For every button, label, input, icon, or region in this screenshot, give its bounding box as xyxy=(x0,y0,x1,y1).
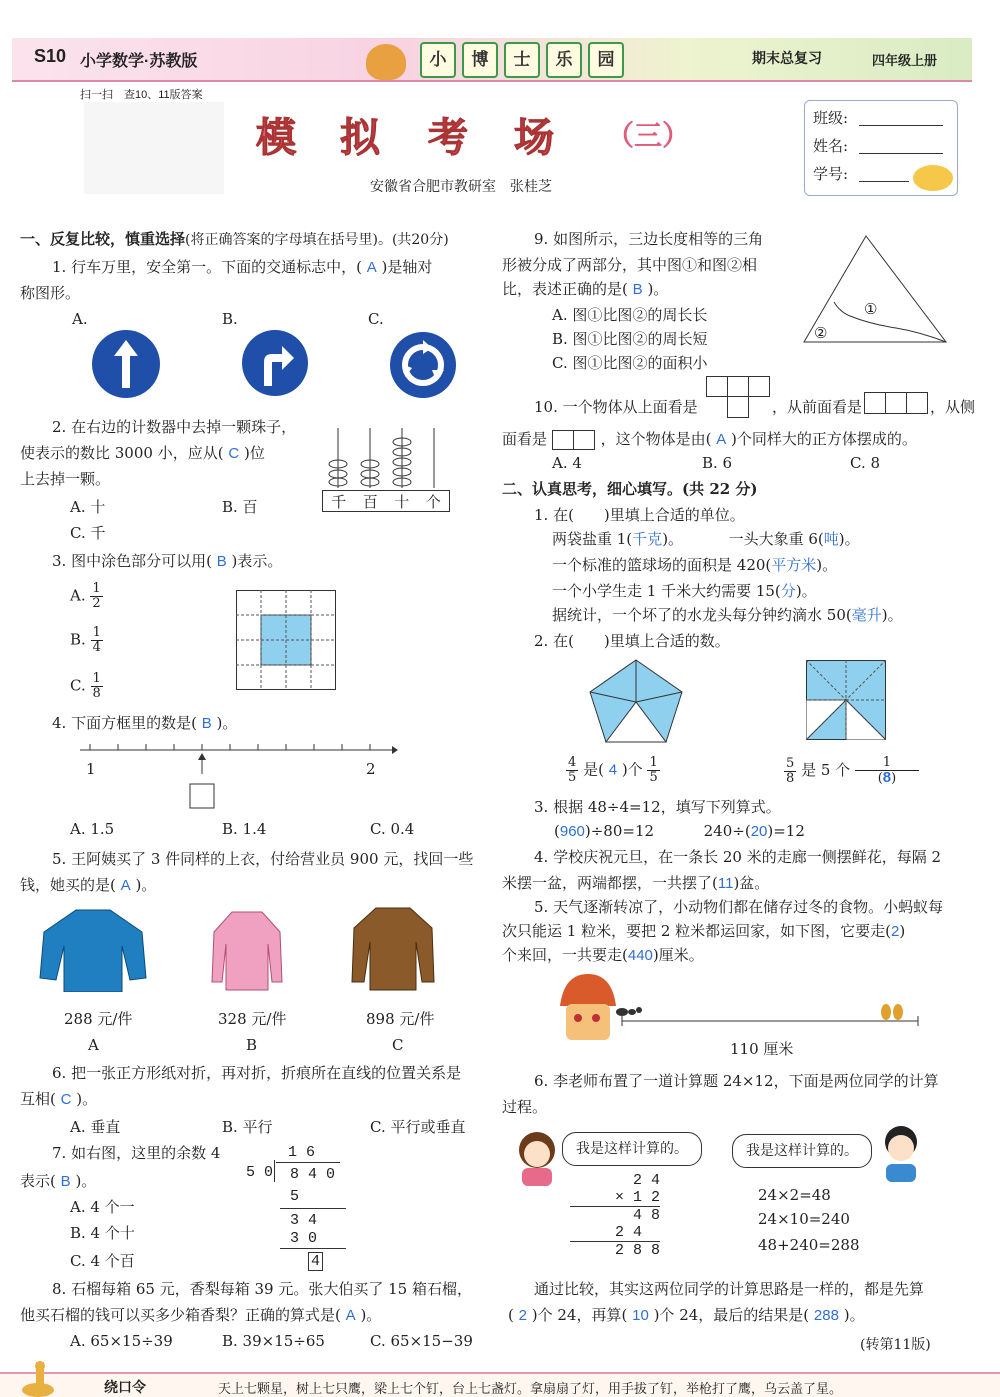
number-line xyxy=(76,740,398,812)
title-char: 场 xyxy=(514,114,556,161)
q5-text: )。 xyxy=(135,876,157,894)
abacus-labels xyxy=(322,490,450,512)
series-badge: 博 xyxy=(462,42,498,78)
q10-answer[interactable]: A xyxy=(716,431,727,448)
f1-answer[interactable]: 千克 xyxy=(632,531,663,548)
f6-text: ( xyxy=(508,1306,514,1324)
f1-text: 据统计，一个坏了的水龙头每分钟约滴水 50( xyxy=(552,606,852,624)
f1-answer[interactable]: 吨 xyxy=(823,531,839,548)
fraction: $\frac{1}{(8)}$ xyxy=(855,756,919,786)
q9-text: 比，表述正确的是( xyxy=(502,280,628,298)
q9-answer[interactable]: B xyxy=(632,281,643,298)
price-label: 328 元/件 xyxy=(218,1010,287,1028)
q2-text: 2. 在右边的计数器中去掉一颗珠子， xyxy=(52,418,297,436)
scan-text: 扫一扫 查10、11版答案 xyxy=(80,89,203,101)
f5-text: ) xyxy=(899,922,906,940)
q3-option: B. xyxy=(70,630,86,649)
q8-text: 他买石榴的钱可以买多少箱香梨？正确的算式是( xyxy=(20,1306,341,1324)
q10-option: A. 4 xyxy=(552,454,582,472)
fraction: $\frac{4}{5}$ xyxy=(568,755,577,785)
mascot-icon xyxy=(366,44,406,80)
q2-text: )位 xyxy=(243,444,265,462)
q1-text: )是轴对 xyxy=(381,258,433,276)
f6-answer[interactable]: 10 xyxy=(632,1307,649,1324)
f1-answer[interactable]: 毫升 xyxy=(851,607,882,624)
id-field[interactable] xyxy=(859,181,909,182)
q10-option: C. 8 xyxy=(850,454,881,472)
f5-answer[interactable]: 440 xyxy=(627,947,653,964)
q9-option: B. 图①比图②的周长短 xyxy=(552,330,708,348)
f5-text: 个来回，一共要走( xyxy=(502,946,628,964)
f2-answer[interactable]: 8 xyxy=(882,769,892,786)
f1-text: )。 xyxy=(838,530,860,548)
title-char: 模 xyxy=(256,114,298,161)
name-field[interactable] xyxy=(859,153,943,154)
q10-text: ，这个物体是由( xyxy=(600,430,712,448)
q2-text: 上去掉一颗。 xyxy=(20,470,111,488)
q2-answer[interactable]: C xyxy=(228,445,240,462)
mushroom-house-icon xyxy=(556,972,620,1042)
subject-label: 小学数学·苏教版 xyxy=(80,53,198,70)
divided-square-diagram xyxy=(806,660,886,740)
abacus-label: 十 xyxy=(394,493,410,511)
q8-option: B. 39×15÷65 xyxy=(222,1332,325,1350)
q8-text: )。 xyxy=(360,1306,382,1324)
q10-text: 面看是 xyxy=(502,430,548,448)
distance-label: 110 厘米 xyxy=(730,1040,794,1058)
f2-text: )个 xyxy=(621,760,643,779)
q5-answer[interactable]: A xyxy=(120,877,131,894)
front-view-icon xyxy=(864,392,928,414)
boy-avatar xyxy=(878,1122,924,1182)
f6-text: )。 xyxy=(843,1306,865,1324)
continue-note: (转第11版) xyxy=(860,1337,931,1353)
f5-text: 5. 天气逐渐转凉了，小动物们都在储存过冬的食物。小蚂蚁每 xyxy=(534,898,944,916)
abacus-label: 个 xyxy=(425,493,441,511)
q9-option: A. 图①比图②的周长长 xyxy=(552,306,708,324)
cartoon-icon xyxy=(913,165,953,191)
q7-text: )。 xyxy=(75,1172,97,1190)
f3-answer[interactable]: 20 xyxy=(750,823,768,840)
q4-option: C. 0.4 xyxy=(370,820,415,838)
f4-text: 4. 学校庆祝元旦，在一条长 20 米的走廊一侧摆鲜花，每隔 2 xyxy=(534,848,942,866)
fraction: $\frac{1}{4}$ xyxy=(92,625,101,655)
q1-text: 1. 行车万里，安全第一。下面的交通标志中，( xyxy=(52,258,362,276)
q6-option: A. 垂直 xyxy=(70,1118,121,1136)
q1-option: A. xyxy=(72,310,88,328)
f1-answer[interactable]: 平方米 xyxy=(771,557,817,574)
q9-text: 形被分成了两部分，其中图①和图②相 xyxy=(502,256,758,274)
blue-cardigan-icon xyxy=(38,906,148,992)
q7-answer[interactable]: B xyxy=(60,1173,71,1190)
q8-answer[interactable]: A xyxy=(345,1307,356,1324)
title-char: 考 xyxy=(428,114,470,161)
q8-option: A. 65×15÷39 xyxy=(70,1332,173,1350)
f2-answer[interactable]: 4 xyxy=(608,761,618,779)
q6-option: B. 平行 xyxy=(222,1118,273,1136)
f1-text: )。 xyxy=(662,530,684,548)
f6-text: 通过比较，其实这两位同学的计算思路是一样的，都是先算 xyxy=(534,1280,925,1298)
speech-bubble: 我是这样计算的。 xyxy=(732,1134,872,1168)
section1-note: (将正确答案的字母填在括号里)。(共20分) xyxy=(185,232,449,248)
fraction: $\frac{1}{5}$ xyxy=(649,755,658,785)
q2-option: B. 百 xyxy=(222,498,258,516)
f6-text: )个 24，最后的结果是( xyxy=(653,1306,810,1324)
f4-text: )盆。 xyxy=(733,874,770,892)
q9-option: C. 图①比图②的面积小 xyxy=(552,354,708,372)
q10-text: ，从侧 xyxy=(930,398,976,416)
price-label: 898 元/件 xyxy=(366,1010,435,1028)
id-label: 学号: xyxy=(813,165,849,183)
f1-text: 两袋盐重 1( xyxy=(552,530,633,548)
q3-option: C. xyxy=(70,676,86,695)
arrow-up-sign-icon xyxy=(90,328,162,400)
q3-text: )表示。 xyxy=(231,552,283,570)
pentagon-diagram xyxy=(588,658,684,744)
series-badge: 园 xyxy=(588,42,624,78)
f6-text: 过程。 xyxy=(502,1098,548,1116)
info-box xyxy=(804,100,958,196)
side-view-icon xyxy=(552,430,596,450)
rice-grain-icon xyxy=(878,1002,908,1022)
calc-step: 24×2=48 xyxy=(758,1186,831,1204)
q6-text: 6. 把一张正方形纸对折，再对折，折痕所在直线的位置关系是 xyxy=(52,1064,462,1082)
f5-answer[interactable]: 2 xyxy=(891,923,900,940)
top-view-icon xyxy=(706,376,770,418)
q10-text: )个同样大的正方体摆成的。 xyxy=(731,430,917,448)
calc-step: 24×10=240 xyxy=(758,1210,850,1228)
q7-text: 表示( xyxy=(20,1172,56,1190)
q4-answer[interactable]: B xyxy=(201,715,212,732)
section1-heading: 一、反复比较，慎重选择 xyxy=(20,230,186,248)
f6-text: 6. 李老师布置了一道计算题 24×12，下面是两位同学的计算 xyxy=(534,1072,939,1090)
item-letter: B xyxy=(246,1036,258,1054)
q3-text: 3. 图中涂色部分可以用( xyxy=(52,552,212,570)
long-division: 1 6 5 0 8 4 0 5 3 4 3 0 4 xyxy=(240,1142,360,1272)
f1-text: )。 xyxy=(795,582,817,600)
q4-option: B. 1.4 xyxy=(222,820,267,838)
q9-text: 9. 如图所示，三边长度相等的三角 xyxy=(534,230,764,248)
region-label: ② xyxy=(814,324,828,342)
giraffe-icon xyxy=(18,1360,58,1397)
q7-option: A. 4 个一 xyxy=(70,1198,135,1216)
q7-option: B. 4 个十 xyxy=(70,1224,135,1242)
f4-text: 米摆一盆，两端都摆，一共摆了( xyxy=(502,874,718,892)
q5-text: 钱，她买的是( xyxy=(20,876,116,894)
fraction: $\frac{1}{8}$ xyxy=(92,671,101,701)
q2-text: 使表示的数比 3000 小，应从( xyxy=(20,444,224,462)
f3-text: )=12 xyxy=(767,822,805,840)
brown-sweater-icon xyxy=(350,906,436,992)
f6-text: )个 24，再算( xyxy=(531,1306,628,1324)
series-badge: 小 xyxy=(420,42,456,78)
f4-answer[interactable]: 11 xyxy=(717,875,734,892)
f2-text: 是 5 个 xyxy=(801,761,851,779)
q1-answer[interactable]: A xyxy=(366,259,377,276)
f3-title: 3. 根据 48÷4=12，填写下列算式。 xyxy=(534,798,781,816)
q1-text: 称图形。 xyxy=(20,284,81,302)
f2-text: 是( xyxy=(583,760,604,779)
shaded-square-diagram xyxy=(236,590,336,690)
q4-text: 4. 下面方框里的数是( xyxy=(52,714,197,732)
price-label: 288 元/件 xyxy=(64,1010,133,1028)
f1-title: 1. 在( )里填上合适的单位。 xyxy=(534,506,745,524)
section2-heading: 二、认真思考，细心填写。(共 22 分) xyxy=(502,480,758,498)
calc-step: 48+240=288 xyxy=(758,1236,860,1254)
vertical-multiplication: 2 4 × 1 2 4 8 2 4 2 8 8 xyxy=(570,1172,660,1259)
fraction: $\frac{5}{8}$ xyxy=(786,755,795,786)
page-code: S10 xyxy=(34,46,67,66)
f6-answer[interactable]: 288 xyxy=(813,1307,839,1324)
review-label: 期末总复习 xyxy=(752,51,822,67)
title-suffix: （三） xyxy=(606,119,691,152)
q5-text: 5. 王阿姨买了 3 件同样的上衣，付给营业员 900 元，找回一些 xyxy=(52,850,474,868)
q4-option: A. 1.5 xyxy=(70,820,115,838)
q10-text: ，从前面看是 xyxy=(772,398,863,416)
f2-title: 2. 在( )里填上合适的数。 xyxy=(534,632,730,650)
q7-text: 7. 如右图，这里的余数 4 xyxy=(52,1144,221,1162)
abacus-diagram xyxy=(322,424,454,490)
abacus-label: 百 xyxy=(362,493,378,511)
author: 安徽省合肥市教研室 张桂芝 xyxy=(370,179,552,195)
f3-answer[interactable]: 960 xyxy=(559,823,585,840)
item-letter: A xyxy=(88,1036,99,1054)
q1-option: B. xyxy=(222,310,238,328)
f6-answer[interactable]: 2 xyxy=(518,1307,527,1324)
distance-line xyxy=(620,1014,920,1028)
tick-label: 2 xyxy=(366,760,376,778)
q6-text: )。 xyxy=(76,1090,98,1108)
class-field[interactable] xyxy=(859,125,943,126)
series-badge: 乐 xyxy=(546,42,582,78)
turn-right-sign-icon xyxy=(240,328,310,398)
speech-bubble: 我是这样计算的。 xyxy=(562,1132,702,1166)
tick-label: 1 xyxy=(86,760,96,778)
q10-option: B. 6 xyxy=(702,454,733,472)
q2-option: C. 千 xyxy=(70,524,106,542)
grade-label: 四年级上册 xyxy=(872,54,938,69)
f1-text: 一个标准的篮球场的面积是 420( xyxy=(552,556,772,574)
series-badge: 士 xyxy=(504,42,540,78)
q6-option: C. 平行或垂直 xyxy=(370,1118,466,1136)
q2-option: A. 十 xyxy=(70,498,106,516)
q3-answer[interactable]: B xyxy=(216,553,227,570)
q3-option: A. xyxy=(70,586,86,605)
f1-text: )。 xyxy=(816,556,838,574)
q6-answer[interactable]: C xyxy=(60,1091,72,1108)
q9-text: )。 xyxy=(647,280,669,298)
title-char: 拟 xyxy=(340,114,382,161)
f3-text: 240÷( xyxy=(703,822,751,840)
item-letter: C xyxy=(392,1036,404,1054)
qr-code[interactable] xyxy=(84,102,224,194)
f1-answer[interactable]: 分 xyxy=(780,583,796,600)
name-label: 姓名: xyxy=(813,137,849,155)
q7-option: C. 4 个百 xyxy=(70,1252,135,1270)
region-label: ① xyxy=(864,300,878,318)
q6-text: 互相( xyxy=(20,1090,56,1108)
q8-text: 8. 石榴每箱 65 元，香梨每箱 39 元。张大伯买了 15 箱石榴， xyxy=(52,1280,472,1298)
footer-label: 绕口令 xyxy=(104,1380,146,1396)
f5-text: 次只能运 1 粒米，要把 2 粒米都运回家，如下图，它要走( xyxy=(502,922,892,940)
q10-text: 10. 一个物体从上面看是 xyxy=(534,398,698,416)
girl-avatar xyxy=(514,1128,560,1186)
q4-text: )。 xyxy=(216,714,238,732)
footer-text: 天上七颗星，树上七只鹰，梁上七个钉，台上七盏灯。拿扇扇了灯，用手拔了钉，举枪打了鹰，乌云盖了星。 xyxy=(218,1382,843,1397)
f3-text: )÷80=12 xyxy=(584,822,655,840)
roundabout-sign-icon xyxy=(388,330,458,400)
q1-option: C. xyxy=(368,310,384,328)
f1-text: )。 xyxy=(881,606,903,624)
q8-option: C. 65×15−39 xyxy=(370,1332,473,1350)
class-label: 班级: xyxy=(813,109,849,127)
f1-text: 一头大象重 6( xyxy=(728,530,824,548)
pink-sweater-icon xyxy=(210,910,284,992)
fraction: $\frac{1}{2}$ xyxy=(92,581,101,611)
header-divider xyxy=(12,80,972,82)
f5-text: )厘米。 xyxy=(652,946,704,964)
abacus-label: 千 xyxy=(331,493,347,511)
f1-text: 一个小学生走 1 千米大约需要 15( xyxy=(552,582,781,600)
